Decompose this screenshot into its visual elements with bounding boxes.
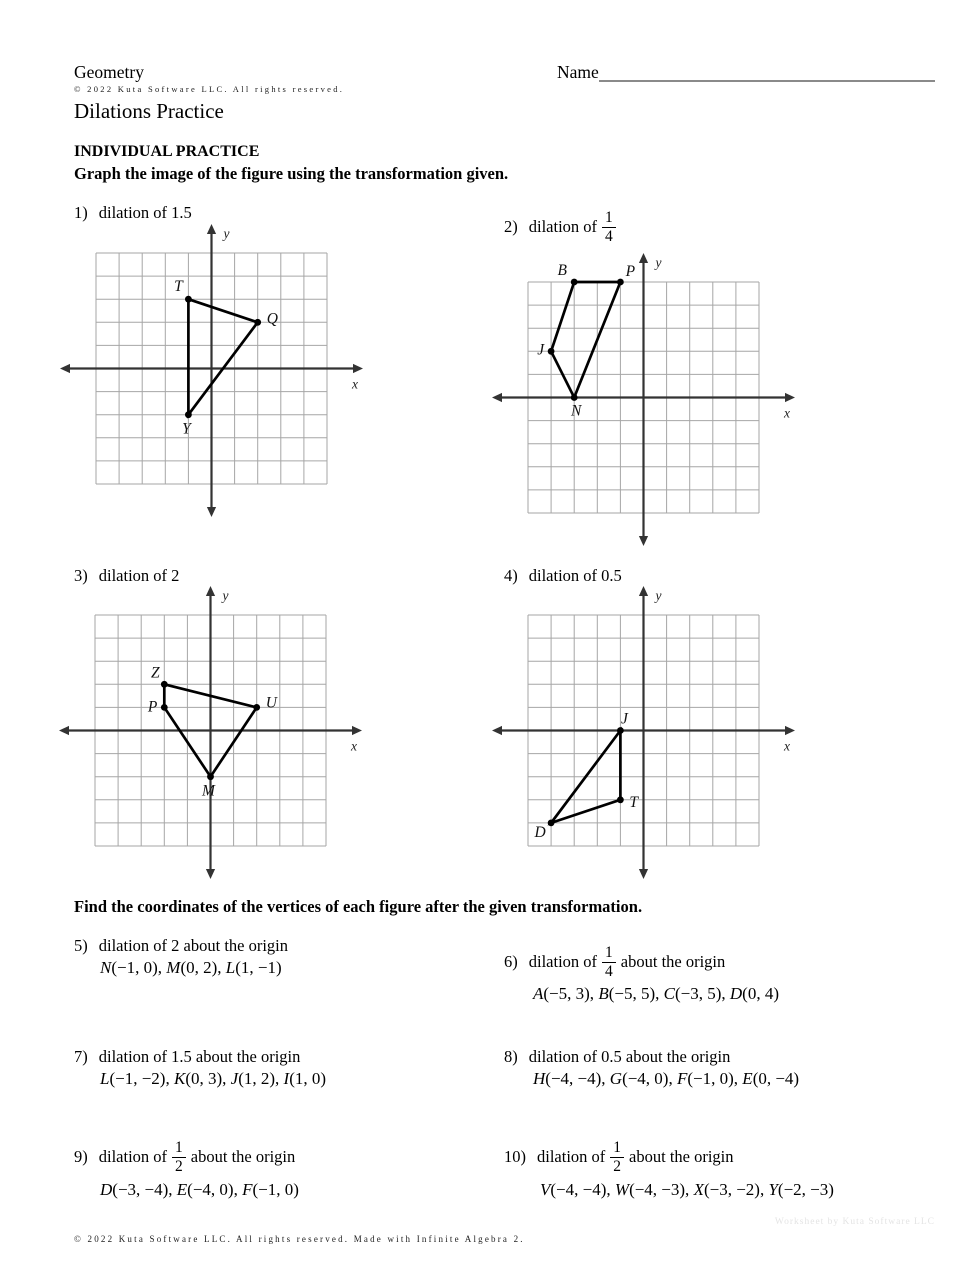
- problem-7-vertex-coords: (1, 0): [289, 1069, 327, 1088]
- problem-3-graph: [50, 577, 371, 880]
- problem-7-number: 7): [74, 1047, 88, 1066]
- y-axis-label: y: [655, 588, 662, 603]
- problem-5-vertex-name: L: [225, 958, 236, 977]
- y-axis-label: y: [223, 226, 230, 241]
- vertex-point-M: [207, 773, 214, 780]
- vertex-label-B: B: [557, 262, 567, 279]
- problem-7-heading: [74, 1047, 300, 1067]
- problem-9-vertex-name: F: [242, 1180, 253, 1199]
- problem-5-vertices: [100, 958, 282, 978]
- vertex-label-Q: Q: [266, 310, 278, 328]
- vertex-label-U: U: [265, 694, 277, 712]
- problem-3-text-pre: dilation of 2: [98, 566, 180, 585]
- problem-7-text-pre: dilation of 1.5 about the origin: [98, 1047, 301, 1066]
- problem-2-graph: [483, 244, 804, 547]
- x-axis-label: x: [784, 405, 790, 421]
- y-axis-label: y: [222, 588, 229, 603]
- y-axis-top-arrow: [639, 253, 648, 263]
- problem-7-vertex-name: K: [173, 1069, 186, 1088]
- vertex-point-Z: [161, 681, 168, 688]
- vertex-point-Y: [185, 411, 192, 418]
- problem-10-text-pre: dilation of: [537, 1147, 606, 1166]
- y-axis-top-arrow: [639, 586, 648, 596]
- name-label: Name: [557, 62, 599, 82]
- problem-10-number: 10): [504, 1147, 526, 1166]
- problem-2-fraction: [602, 209, 616, 245]
- problem-8-vertex-name: G: [609, 1069, 623, 1088]
- problem-10-vertex-name: V: [540, 1180, 551, 1199]
- problem-7-vertex-name: J: [230, 1069, 239, 1088]
- section1-label: INDIVIDUAL PRACTICE: [74, 143, 260, 160]
- problem-6-vertex-coords: (0, 4): [742, 984, 779, 1003]
- problem-6-fraction-denominator: 4: [602, 962, 616, 980]
- vertex-point-J: [548, 348, 555, 355]
- problem-10-text-post: about the origin: [629, 1147, 734, 1166]
- axes: [60, 224, 363, 517]
- problem-8-vertex-coords: (−4, 0),: [622, 1069, 677, 1088]
- vertex-label-D: D: [534, 823, 546, 841]
- vertex-point-T: [185, 296, 192, 303]
- problem-7-vertex-name: I: [283, 1069, 290, 1088]
- y-axis-top-arrow: [206, 586, 215, 596]
- problem-8-vertices: [533, 1069, 799, 1089]
- problem-6-heading: [504, 940, 725, 984]
- vertex-point-T: [617, 796, 624, 803]
- problem-10-vertex-coords: (−4, −4),: [550, 1180, 615, 1199]
- vertex-label-P: P: [625, 263, 636, 280]
- section2-instruction: Find the coordinates of the vertices of each figure after the given transformation.: [74, 897, 643, 916]
- problem-6-text-pre: dilation of: [528, 952, 598, 971]
- vertex-label-Y: Y: [182, 420, 191, 438]
- vertex-label-P: P: [147, 698, 158, 716]
- problem-5-vertex-coords: (0, 2),: [180, 958, 226, 977]
- problem-8-vertex-coords: (−4, −4),: [545, 1069, 610, 1088]
- problem-10-fraction: [610, 1139, 624, 1175]
- figure-polygon: [551, 282, 620, 398]
- problem-8-vertex-coords: (0, −4): [752, 1069, 800, 1088]
- problem-6-vertex-name: D: [729, 984, 743, 1003]
- vertex-point-P: [617, 279, 624, 286]
- problem-3-number: 3): [74, 566, 88, 585]
- problem-7-vertex-coords: (−1, −2),: [109, 1069, 174, 1088]
- problem-6-vertex-coords: (−5, 3),: [543, 984, 599, 1003]
- problem-8-vertex-name: E: [742, 1069, 753, 1088]
- problem-6-fraction-numerator: 1: [605, 944, 613, 962]
- problem-9-fraction-denominator: 2: [172, 1157, 186, 1175]
- x-axis-left-arrow: [492, 726, 502, 735]
- vertex-point-U: [253, 704, 260, 711]
- problem-1-graph: [51, 215, 372, 518]
- problem-9-fraction: [172, 1139, 186, 1175]
- problem-9-number: 9): [74, 1147, 88, 1166]
- problem-5-vertex-coords: (1, −1): [235, 958, 282, 977]
- y-axis-bottom-arrow: [639, 869, 648, 879]
- problem-8-heading: [504, 1047, 730, 1067]
- problem-2-fraction-denominator: 4: [602, 227, 616, 245]
- problem-2-heading: [504, 205, 621, 249]
- vertex-point-Q: [254, 319, 261, 326]
- vertex-label-T: T: [174, 278, 183, 296]
- problem-10-vertex-coords: (−3, −2),: [703, 1180, 769, 1199]
- y-axis-label: y: [655, 255, 662, 270]
- problem-10-fraction-numerator: 1: [613, 1139, 622, 1157]
- problem-5-number: 5): [74, 936, 88, 955]
- problem-8-vertex-name: F: [676, 1069, 688, 1088]
- problem-5-vertex-name: M: [166, 958, 181, 977]
- problem-6-vertex-coords: (−3, 5),: [674, 984, 730, 1003]
- course-title: Geometry: [74, 62, 144, 82]
- problem-10-vertex-coords: (−4, −3),: [629, 1180, 694, 1199]
- problem-8-text-pre: dilation of 0.5 about the origin: [528, 1047, 731, 1066]
- name-blank-line: [599, 60, 935, 82]
- vertex-label-M: M: [202, 782, 215, 800]
- problem-7-vertex-coords: (0, 3),: [185, 1069, 231, 1088]
- axes: [59, 586, 362, 879]
- problem-7-vertices: [100, 1069, 326, 1089]
- x-axis-label: x: [351, 738, 357, 754]
- x-axis-label: x: [352, 376, 358, 392]
- problem-1-number: 1): [74, 203, 88, 222]
- footer-watermark: Worksheet by Kuta Software LLC: [774, 1217, 935, 1227]
- problem-8-number: 8): [504, 1047, 518, 1066]
- problem-10-vertex-coords: (−2, −3): [777, 1180, 834, 1199]
- problem-9-vertex-coords: (−3, −4),: [112, 1180, 177, 1199]
- problem-6-vertex-name: B: [598, 984, 609, 1003]
- problem-4-graph: [483, 577, 804, 880]
- problem-7-vertex-coords: (1, 2),: [238, 1069, 284, 1088]
- page-title: Dilations Practice: [74, 99, 224, 123]
- problem-10-vertex-name: Y: [768, 1180, 778, 1199]
- problem-4-text-pre: dilation of 0.5: [528, 566, 622, 585]
- problem-6-vertices: [533, 984, 779, 1004]
- x-axis-left-arrow: [59, 726, 69, 735]
- problem-7-vertex-name: L: [100, 1069, 110, 1088]
- vertex-label-J: J: [620, 710, 628, 728]
- header-copyright: © 2022 Kuta Software LLC. All rights reserved.: [74, 84, 345, 94]
- problem-10-heading: [504, 1135, 734, 1179]
- x-axis-right-arrow: [352, 726, 362, 735]
- problem-9-vertex-name: E: [176, 1180, 188, 1199]
- problem-1-text-pre: dilation of 1.5: [98, 203, 192, 222]
- axes: [492, 253, 795, 546]
- problem-9-text-pre: dilation of: [98, 1147, 168, 1166]
- problem-9-vertex-coords: (−4, 0),: [187, 1180, 243, 1199]
- problem-5-vertex-coords: (−1, 0),: [111, 958, 167, 977]
- problem-6-fraction: [602, 944, 616, 980]
- y-axis-bottom-arrow: [207, 507, 216, 517]
- vertex-point-N: [571, 394, 578, 401]
- problem-8-vertex-coords: (−1, 0),: [687, 1069, 743, 1088]
- problem-6-number: 6): [504, 952, 518, 971]
- problem-9-fraction-numerator: 1: [175, 1139, 183, 1157]
- problem-9-heading: [74, 1135, 295, 1179]
- problem-2-fraction-numerator: 1: [605, 209, 613, 227]
- x-axis-right-arrow: [785, 393, 795, 402]
- y-axis-bottom-arrow: [206, 869, 215, 879]
- vertex-label-N: N: [571, 402, 582, 420]
- x-axis-left-arrow: [60, 364, 70, 373]
- problem-5-heading: [74, 936, 288, 956]
- problem-6-vertex-name: A: [533, 984, 544, 1003]
- x-axis-right-arrow: [353, 364, 363, 373]
- vertex-point-B: [571, 279, 578, 286]
- y-axis-bottom-arrow: [639, 536, 648, 546]
- problem-9-vertex-coords: (−1, 0): [252, 1180, 299, 1199]
- footer-copyright: © 2022 Kuta Software LLC. All rights reserved. Made with Infinite Algebra 2.: [74, 1234, 525, 1244]
- x-axis-right-arrow: [785, 726, 795, 735]
- problem-5-vertex-name: N: [100, 958, 112, 977]
- vertex-point-J: [617, 727, 624, 734]
- problem-6-vertex-coords: (−5, 5),: [608, 984, 664, 1003]
- problem-10-vertex-name: X: [693, 1180, 704, 1199]
- problem-2-number: 2): [504, 217, 518, 236]
- figure-polygon: [188, 299, 257, 415]
- problem-6-vertex-name: C: [663, 984, 675, 1003]
- section1-instruction: Graph the image of the figure using the transformation given.: [74, 164, 509, 183]
- problem-10-vertex-name: W: [614, 1180, 630, 1199]
- x-axis-label: x: [784, 738, 790, 754]
- problem-4-number: 4): [504, 566, 518, 585]
- problem-2-text-pre: dilation of: [528, 217, 598, 236]
- problem-6-text-post: about the origin: [620, 952, 726, 971]
- problem-9-vertex-name: D: [100, 1180, 113, 1199]
- problem-9-vertices: [100, 1180, 299, 1200]
- y-axis-top-arrow: [207, 224, 216, 234]
- vertex-point-P: [161, 704, 168, 711]
- problem-10-vertices: [540, 1180, 834, 1200]
- problem-10-fraction-denominator: 2: [610, 1157, 624, 1175]
- problem-5-text-pre: dilation of 2 about the origin: [98, 936, 289, 955]
- vertex-point-D: [548, 820, 555, 827]
- problem-8-vertex-name: H: [533, 1069, 546, 1088]
- vertex-label-J: J: [537, 341, 545, 359]
- vertex-label-Z: Z: [150, 664, 160, 682]
- problem-9-text-post: about the origin: [190, 1147, 296, 1166]
- x-axis-left-arrow: [492, 393, 502, 402]
- vertex-label-T: T: [629, 793, 639, 811]
